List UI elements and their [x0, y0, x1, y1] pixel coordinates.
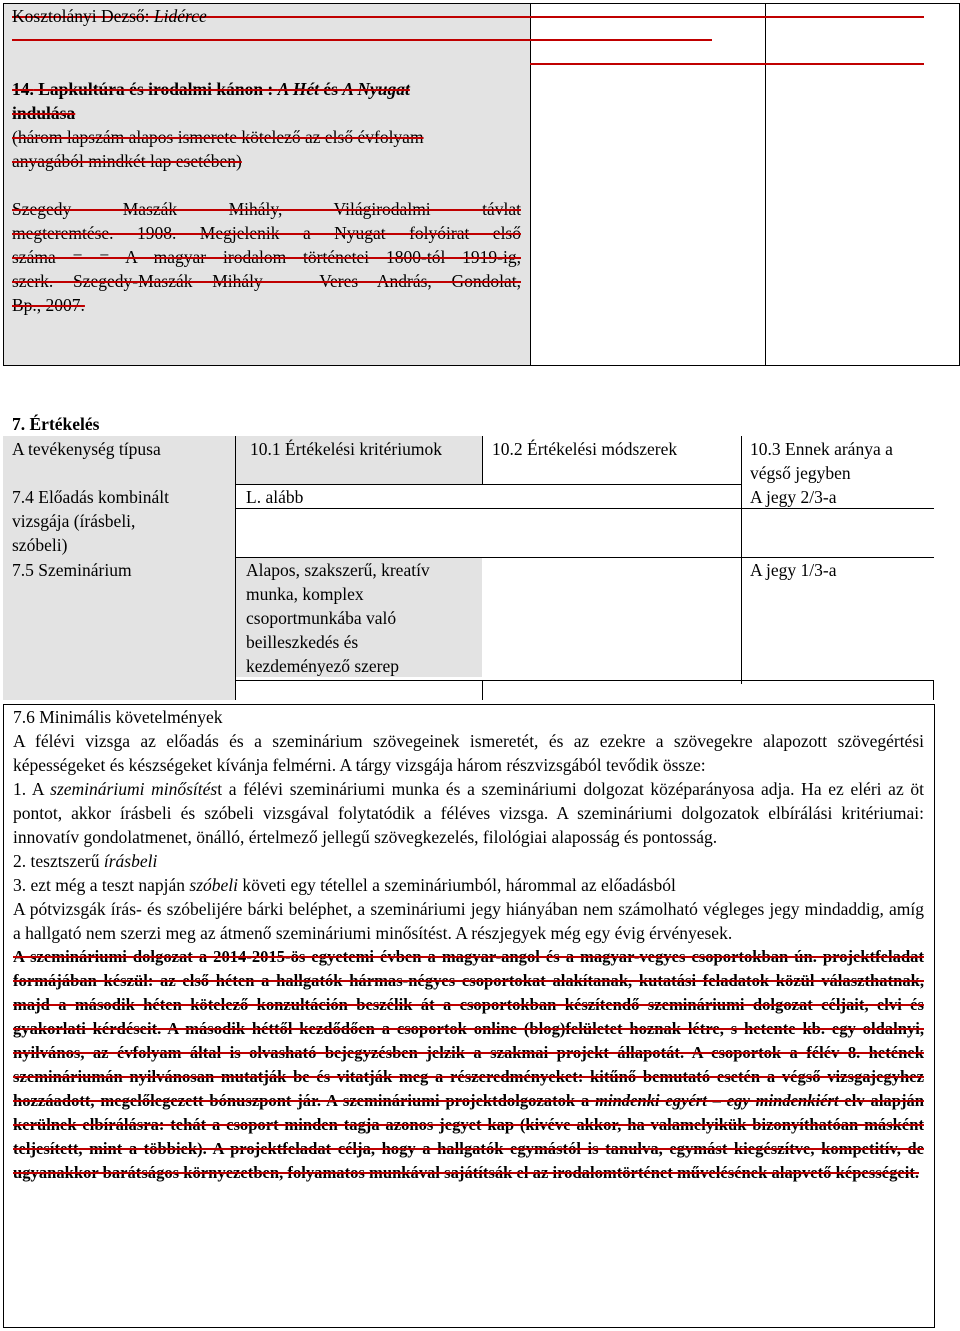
requirements-struck-paragraph: A szemináriumi dolgozat a 2014-2015-ös egyetemi évben a magyar-angol és a magyar-vegyes csoportokban ún. projektfeladat formájában készül: az első héten a hallgatók hármas-négyes csoportokat alakítanak, kutatási feladatok közül választhatnak, majd a második héten kötelező konzultáción beszélik át a csoportokban készítendő szemináriumi dolgozat céljait, elvi és gyakorlati kérdéseit. A második héttől kezdődően a csoportok online (blog)felületet hoznak létre, s hetente kb. egy oldalnyi, nyilvános, az évfolyam által is olvasható bejegyzésben jelzik a szakmai projekt állapotát. A csoportok a félév 8. hetének szemináriumán nyilvánosan mutatják be és vitatják meg a részeredményeket: kitűnő bemutató esetén a végső vizsgajegyhez hozzáadott, megelőlegezett bónuszpont jár. A szemináriumi projektdolgozatok a mindenki egyért – egy mindenkiért elv alapján kerülnek elbírálásra: tehát a csoport minden tagja azonos jegyet kap (kivéve akkor, ha valamelyikük bizonyíthatóan másként teljesített, mint a többiek). A projektfeladat célja, hogy a hallgatók egymástól is tanulva, egymást kiegészítve, kompetitív, de ugyanakkor barátságos környezetben, folyamatos munkával sajátítsák el az irodalomtörténet művelésének alapvető képességeit. [13, 947, 925, 1182]
row-lecture-type: 7.4 Előadás kombinált vizsgája (írásbeli, szóbeli) [12, 487, 169, 555]
header-criteria: 10.1 Értékelési kritériumok [250, 439, 442, 459]
table-border [236, 508, 742, 509]
requirements-retake: A pótvizsgák írás- és szóbelijére bárki beléphet, a szemináriumi jegy hiányában nem számolható végleges jegy mindaddig, amíg a hallgató nem szerzi meg az átmenő szemináriumi minősítést. A részjegyek még egy évig érvényesek. [13, 899, 924, 943]
header-ratio: 10.3 Ennek aránya a végső jegyben [750, 439, 893, 483]
table-border [933, 680, 934, 700]
header-activity-type: A tevékenység típusa [12, 439, 161, 459]
row-seminar-type: 7.5 Szeminárium [12, 560, 132, 580]
table-border [236, 680, 934, 681]
row-seminar-criteria: Alapos, szakszerű, kreatív munka, komplex csoportmunkába való beilleszkedés és kezdeményező szerep [246, 560, 430, 676]
top-cell-3 [765, 3, 960, 366]
requirements-heading: 7.6 Minimális követelmények [13, 707, 223, 727]
requirements-box [3, 704, 935, 1328]
requirements-content [13, 705, 924, 1185]
table-border [235, 436, 236, 700]
row-lecture-ratio: A jegy 2/3-a [750, 487, 837, 507]
table-border [236, 484, 742, 485]
requirements-item-3: 3. ezt még a teszt napján szóbeli követi egy tétellel a szemináriumból, hárommal az előadásból [13, 875, 676, 895]
reference-text: Szegedy Maszák Mihály, Világirodalmi távlat megteremtése. 1908. Megjelenik a Nyugat folyóirat első száma = = A magyar irodalom történetei 1800-tól 1919-ig, szerk. Szegedy-Maszák Mihály — Veres András, Gondolat, Bp., 2007. [12, 199, 521, 315]
top-cell-2 [530, 3, 766, 366]
topic-note-1: (három lapszám alapos ismerete kötelező az első évfolyam [12, 127, 424, 147]
row-lecture-criteria: L. alább [246, 487, 304, 507]
requirements-item-2: 2. tesztszerű írásbeli [13, 851, 158, 871]
topic-note-2: anyagából mindkét lap esetében) [12, 151, 242, 171]
requirements-intro: A félévi vizsga az előadás és a szeminárium szövegeinek ismeretét, és az ezekre a szövegekre alapozott szövegértési képességeket és készségeket kívánja felmérni. A tárgy vizsgája három részvizsgából tevődik össze: [13, 731, 924, 775]
table-border [741, 436, 742, 684]
topic-title-line2: indulása [12, 103, 76, 123]
course-line: Kosztolányi Dezső: Lidérce [12, 6, 207, 26]
requirements-item-1: 1. A szemináriumi minősítést a félévi szemináriumi munka és a szemináriumi dolgozat középarányosa adja. Ha ez eléri az öt pontot, akkor írásbeli és szóbeli vizsgával folytatódik a féléves vizsga. A szemináriumi dolgozatok elbírálási kritériumai: innovatív gondolatmenet, önálló, értelmező jellegű szövegkezelés, filológiai alaposság és pontosság. [13, 779, 924, 847]
topic-title: 14. Lapkultúra és irodalmi kánon : A Hét és A Nyugat [12, 79, 410, 99]
revision-line [530, 63, 924, 65]
row-seminar-ratio: A jegy 1/3-a [750, 560, 837, 580]
evaluation-heading: 7. Értékelés [12, 414, 100, 434]
table-border [482, 436, 483, 484]
header-methods: 10.2 Értékelési módszerek [492, 439, 678, 459]
table-border [482, 680, 483, 700]
revision-line [12, 39, 712, 41]
